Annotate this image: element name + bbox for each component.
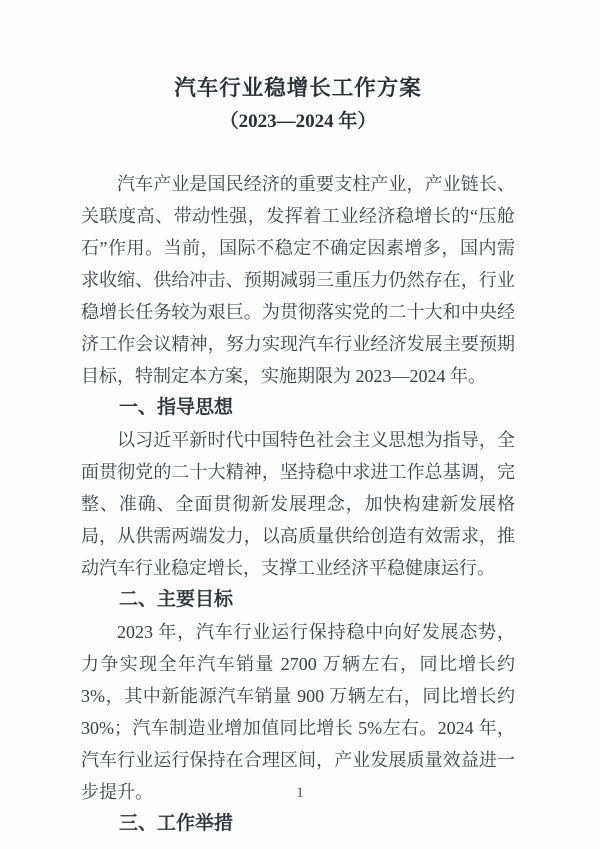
section-body-main-goals: 2023 年，汽车行业运行保持稳中向好发展态势，力争实现全年汽车销量 2700 万辆左右，同比增长约 3%，其中新能源汽车销量 900 万辆左右，同比增长约 30%；汽车制造业增加值同比增长 5%左右。2024 年，汽车行业运行保持在合理区间，产业发展质量效益进一步提升。 <box>81 622 515 802</box>
section-heading-main-goals: 二、主要目标 <box>119 589 234 610</box>
section-body-guiding-ideology: 以习近平新时代中国特色社会主义思想为指导，全面贯彻党的二十大精神，坚持稳中求进工作总基调，完整、准确、全面贯彻新发展理念，加快构建新发展格局，从供需两端发力，以高质量供给创造有效需求，推动汽车行业稳定增长，支撑工业经济平稳健康运行。 <box>81 430 515 578</box>
intro-paragraph: 汽车产业是国民经济的重要支柱产业，产业链长、关联度高、带动性强，发挥着工业经济稳增长的“压舱石”作用。当前，国际不稳定不确定因素增多，国内需求收缩、供给冲击、预期减弱三重压力仍然存在，行业稳增长任务较为艰巨。为贯彻落实党的二十大和中央经济工作会议精神，努力实现汽车行业经济发展主要预期目标，特制定本方案，实施期限为 2023—2024 年。 <box>81 174 515 386</box>
page-number: 1 <box>296 785 304 801</box>
document-content <box>81 0 515 840</box>
document-title: 汽车行业稳增长工作方案 <box>174 76 422 100</box>
document-subtitle: （2023—2024 年） <box>219 111 377 132</box>
section-heading-work-measures: 三、工作举措 <box>119 813 234 834</box>
section-heading-guiding-ideology: 一、指导思想 <box>119 397 234 418</box>
